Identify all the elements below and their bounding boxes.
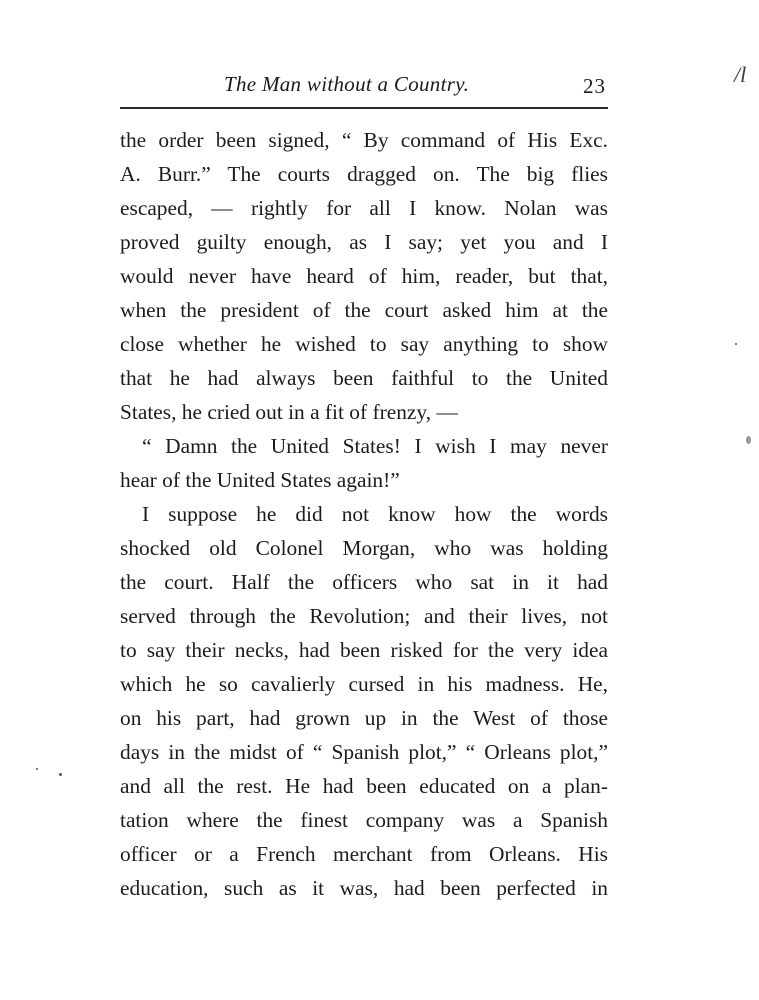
paper-speck [735,343,737,345]
text-line: A. Burr.” The courts dragged on. The big flies [120,162,608,186]
text-line: shocked old Colonel Morgan, who was holding [120,536,608,560]
text-line: officer or a French merchant from Orleans. His [120,842,608,866]
paper-speck [36,768,38,770]
text-line: when the president of the court asked him at the [120,298,608,322]
text-line: proved guilty enough, as I say; yet you and I [120,230,608,254]
text-line: to say their necks, had been risked for the very idea [120,638,608,662]
text-line: would never have heard of him, reader, but that, [120,264,608,288]
text-line: close whether he wished to say anything to show [120,332,608,356]
header-rule [120,107,608,109]
body-text [120,123,608,905]
text-line: served through the Revolution; and their lives, not [120,604,608,628]
margin-pencil-mark: /l [734,62,747,87]
text-line: States, he cried out in a fit of frenzy, — [120,400,458,424]
text-line: the court. Half the officers who sat in it had [120,570,608,594]
paper-speck [59,773,62,776]
text-line: and all the rest. He had been educated on a plan- [120,774,608,798]
text-line: “ Damn the United States! I wish I may never [142,434,608,458]
text-line: days in the midst of “ Spanish plot,” “ Orleans plot,” [120,740,608,764]
text-line: tation where the finest company was a Spanish [120,808,608,832]
text-line: I suppose he did not know how the words [142,502,608,526]
page-header [120,66,608,106]
text-line: education, such as it was, had been perfected in [120,876,608,900]
running-title: The Man without a Country. [224,72,470,96]
paper-speck [746,436,751,444]
text-line: the order been signed, “ By command of His Exc. [120,128,608,152]
text-line: which he so cavalierly cursed in his madness. He, [120,672,608,696]
text-line: on his part, had grown up in the West of those [120,706,608,730]
text-line: escaped, — rightly for all I know. Nolan was [120,196,608,220]
page-number: 23 [583,74,606,98]
text-line: that he had always been faithful to the United [120,366,608,390]
text-line: hear of the United States again!” [120,468,400,492]
